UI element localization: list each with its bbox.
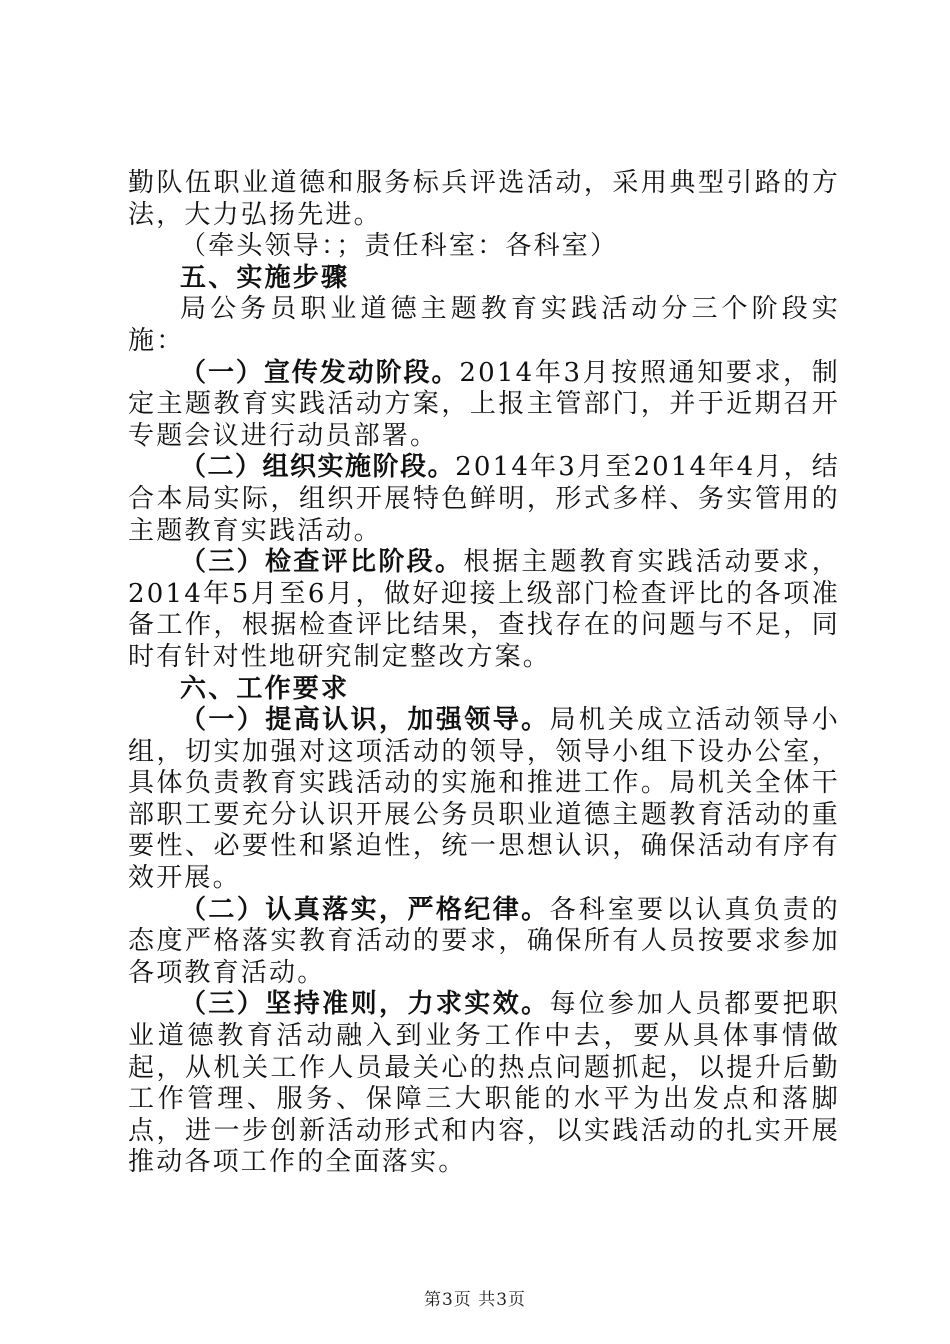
paragraph-stage-two xyxy=(128,452,840,547)
stage-three-text: 根据主题教育实践活动要求，2014年5月至6月，做好迎接上级部门检查评比的各项准备工作，根据检查评比结果，查找存在的问题与不足，同时有针对性地研究制定整改方案。 xyxy=(128,547,840,672)
requirement-two-lead: （二）认真落实，严格纪律。 xyxy=(180,894,550,925)
paragraph-stages-intro: 局公务员职业道德主题教育实践活动分三个阶段实施： xyxy=(128,294,840,356)
document-body xyxy=(128,168,840,1179)
paragraph-requirement-three xyxy=(128,989,840,1179)
stage-one-text: 2014年3月按照通知要求，制定主题教育实践活动方案，上报主管部门，并于近期召开专题会议进行动员部署。 xyxy=(128,357,840,451)
page-number-footer: 第3页 共3页 xyxy=(423,1290,527,1310)
section-heading-implementation-steps: 五、实施步骤 xyxy=(180,262,350,293)
section-heading-work-requirements: 六、工作要求 xyxy=(180,673,350,704)
requirement-one-text: 局机关成立活动领导小组，切实加强对这项活动的领导，领导小组下设办公室，具体负责教育实践活动的实施和推进工作。局机关全体干部职工要充分认识开展公务员职业道德主题教育活动的重要性、必要性和紧迫性，统一思想认识，确保活动有序有效开展。 xyxy=(128,705,840,894)
stage-one-lead: （一）宣传发动阶段。 xyxy=(180,357,460,388)
paragraph-stage-one xyxy=(128,358,840,453)
requirement-two-text: 各科室要以认真负责的态度严格落实教育活动的要求，确保所有人员按要求参加各项教育活动。 xyxy=(128,894,840,988)
paragraph-continuation: 勤队伍职业道德和服务标兵评选活动，采用典型引路的方法，大力弘扬先进。 xyxy=(128,168,840,230)
requirement-three-lead: （三）坚持准则，力求实效。 xyxy=(180,989,550,1020)
stage-two-lead: （二）组织实施阶段。 xyxy=(180,452,456,483)
paragraph-requirement-two xyxy=(128,895,840,990)
paragraph-responsibility-note: （牵头领导：；责任科室：各科室） xyxy=(180,231,619,262)
paragraph-stage-three xyxy=(128,547,840,673)
stage-two-text: 2014年3月至2014年4月，结合本局实际，组织开展特色鲜明，形式多样、务实管用的主题教育实践活动。 xyxy=(128,452,840,546)
requirement-three-text: 每位参加人员都要把职业道德教育活动融入到业务工作中去，要从具体事情做起，从机关工作人员最关心的热点问题抓起，以提升后勤工作管理、服务、保障三大职能的水平为出发点和落脚点，进一步创新活动形式和内容，以实践活动的扎实开展推动各项工作的全面落实。 xyxy=(128,989,840,1178)
requirement-one-lead: （一）提高认识，加强领导。 xyxy=(180,705,550,736)
stage-three-lead: （三）检查评比阶段。 xyxy=(180,547,464,578)
paragraph-requirement-one xyxy=(128,705,840,895)
